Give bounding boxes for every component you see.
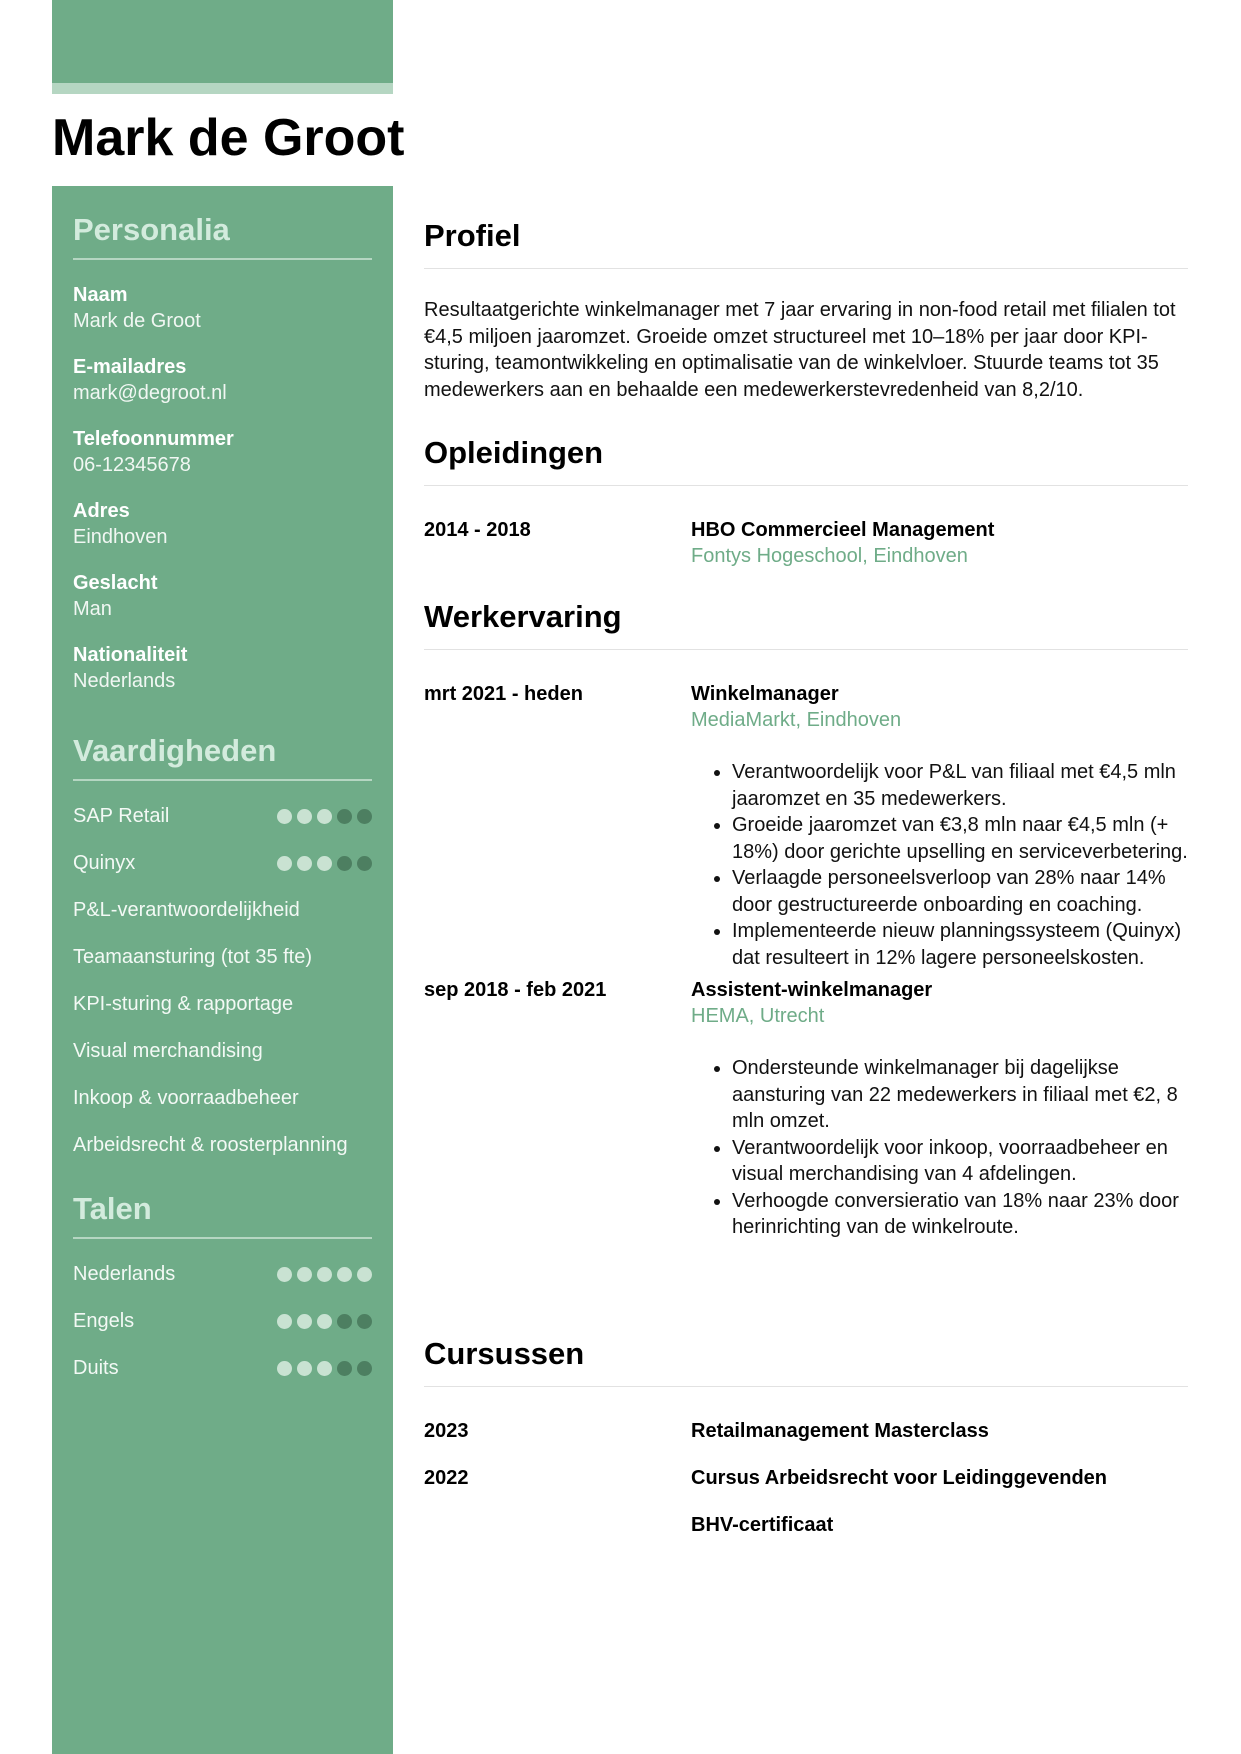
course-entry xyxy=(424,1418,1188,1444)
entry-date: 2022 xyxy=(424,1467,469,1489)
education-divider xyxy=(424,485,1188,486)
skill-row xyxy=(73,793,372,840)
work-section xyxy=(424,597,1188,1241)
personal-value: mark@degroot.nl xyxy=(73,382,227,404)
profile-text: Resultaatgerichte winkelmanager met 7 jaar ervaring in non-food retail met filialen tot €4,5 miljoen jaaromzet. Groeide omzet structureel met 10–18% per jaar door KPI-sturing, teamontwikkeling en optimalisatie van de winkelvloer. Stuurde teams tot 35 medewerkers aan en behaalde een medewerkerstevredenheid van 8,2/10. xyxy=(424,299,1176,401)
work-list xyxy=(424,681,1188,1241)
rating-dot-filled xyxy=(277,1267,292,1282)
personal-value: 06-12345678 xyxy=(73,454,191,476)
personalia-divider xyxy=(73,258,372,260)
rating-dot-filled xyxy=(297,809,312,824)
skill-name: Visual merchandising xyxy=(73,1040,263,1062)
rating-dot-empty xyxy=(357,1361,372,1376)
rating-dot-filled xyxy=(297,856,312,871)
skills-divider xyxy=(73,779,372,781)
language-row xyxy=(73,1298,372,1345)
rating-dot-empty xyxy=(337,856,352,871)
personal-label: Adres xyxy=(73,500,130,522)
personal-value: Man xyxy=(73,598,112,620)
education-section xyxy=(424,433,1188,569)
rating-dot-filled xyxy=(277,809,292,824)
sidebar xyxy=(52,186,393,1754)
work-heading: Werkervaring xyxy=(424,599,622,634)
personal-label: Nationaliteit xyxy=(73,644,188,666)
rating-dots xyxy=(277,856,372,871)
rating-dot-empty xyxy=(337,809,352,824)
work-divider xyxy=(424,649,1188,650)
rating-dot-filled xyxy=(317,1267,332,1282)
languages-divider xyxy=(73,1237,372,1239)
skill-row xyxy=(73,934,372,981)
skill-name: Teamaansturing (tot 35 fte) xyxy=(73,946,313,968)
language-name: Nederlands xyxy=(73,1263,176,1285)
skills-section xyxy=(73,731,372,1169)
rating-dot-filled xyxy=(297,1267,312,1282)
candidate-name: Mark de Groot xyxy=(52,109,405,167)
rating-dot-filled xyxy=(277,1314,292,1329)
education-entry xyxy=(424,517,1188,569)
personal-value: Mark de Groot xyxy=(73,310,201,332)
entry-body xyxy=(691,1418,1188,1444)
entry-title: HBO Commercieel Management xyxy=(691,519,995,541)
skill-row xyxy=(73,1075,372,1122)
rating-dots xyxy=(277,1267,372,1282)
profile-section xyxy=(424,216,1188,403)
entry-date: 2014 - 2018 xyxy=(424,519,531,541)
rating-dot-empty xyxy=(337,1314,352,1329)
skill-row xyxy=(73,1122,372,1169)
language-row xyxy=(73,1251,372,1298)
language-name: Engels xyxy=(73,1310,135,1332)
course-title: Retailmanagement Masterclass xyxy=(691,1420,989,1442)
personal-value: Eindhoven xyxy=(73,526,168,548)
rating-dot-filled xyxy=(277,856,292,871)
entry-body xyxy=(691,1465,1188,1491)
course-entry xyxy=(424,1465,1188,1491)
achievement-item: • Verhoogde conversieratio van 18% naar 23% door herinrichting van de winkelroute. xyxy=(732,1188,1188,1241)
personalia-heading: Personalia xyxy=(73,212,230,247)
achievement-item: • Verantwoordelijk voor inkoop, voorraadbeheer en visual merchandising van 4 afdelingen. xyxy=(732,1135,1188,1188)
personalia-section xyxy=(73,210,372,694)
course-entry xyxy=(424,1512,1188,1538)
skill-row xyxy=(73,1028,372,1075)
courses-section xyxy=(424,1334,1188,1538)
entry-body xyxy=(691,977,1188,1241)
skill-row xyxy=(73,840,372,887)
personal-label: E-mailadres xyxy=(73,356,187,378)
course-title: BHV-certificaat xyxy=(691,1514,834,1536)
language-row xyxy=(73,1345,372,1392)
skill-name: P&L-verantwoordelijkheid xyxy=(73,899,300,921)
entry-company: HEMA, Utrecht xyxy=(691,1005,825,1027)
rating-dot-empty xyxy=(357,856,372,871)
entry-title: Assistent-winkelmanager xyxy=(691,979,933,1001)
skill-name: SAP Retail xyxy=(73,805,170,827)
courses-heading: Cursussen xyxy=(424,1336,585,1371)
skill-row xyxy=(73,887,372,934)
entry-body xyxy=(691,517,1188,569)
rating-dot-filled xyxy=(297,1314,312,1329)
entry-date: 2023 xyxy=(424,1420,469,1442)
entry-body xyxy=(691,681,1188,971)
personal-item-email xyxy=(73,354,372,406)
profile-heading: Profiel xyxy=(424,218,521,253)
achievement-list xyxy=(691,1055,1188,1241)
entry-date: mrt 2021 - heden xyxy=(424,683,583,705)
languages-heading: Talen xyxy=(73,1191,152,1226)
skill-name: Quinyx xyxy=(73,852,136,874)
rating-dot-filled xyxy=(337,1267,352,1282)
skills-list xyxy=(73,793,372,1169)
personal-item-address xyxy=(73,498,372,550)
work-entry xyxy=(424,977,1188,1241)
achievement-list xyxy=(691,759,1188,971)
personal-item-nationality xyxy=(73,642,372,694)
entry-institution: Fontys Hogeschool, Eindhoven xyxy=(691,545,968,567)
personalia-list xyxy=(73,282,372,694)
achievement-item: • Implementeerde nieuw planningssysteem (Quinyx) dat resulteert in 12% lagere personeelskosten. xyxy=(732,918,1188,971)
rating-dot-filled xyxy=(317,1361,332,1376)
courses-list xyxy=(424,1418,1188,1538)
header-color-band xyxy=(52,0,393,83)
language-name: Duits xyxy=(73,1357,119,1379)
personal-label: Naam xyxy=(73,284,128,306)
rating-dots xyxy=(277,1361,372,1376)
rating-dot-filled xyxy=(297,1361,312,1376)
header-accent-stripe xyxy=(52,83,393,94)
skill-row xyxy=(73,981,372,1028)
rating-dot-empty xyxy=(337,1361,352,1376)
rating-dot-filled xyxy=(317,856,332,871)
entry-title: Winkelmanager xyxy=(691,683,839,705)
rating-dot-filled xyxy=(317,1314,332,1329)
skill-name: KPI-sturing & rapportage xyxy=(73,993,294,1015)
skills-heading: Vaardigheden xyxy=(73,733,277,768)
rating-dots xyxy=(277,1314,372,1329)
achievement-item: • Verantwoordelijk voor P&L van filiaal met €4,5 mln jaaromzet en 35 medewerkers. xyxy=(732,759,1188,812)
entry-date: sep 2018 - feb 2021 xyxy=(424,979,607,1001)
languages-section xyxy=(73,1189,372,1392)
courses-divider xyxy=(424,1386,1188,1387)
rating-dot-filled xyxy=(357,1267,372,1282)
profile-divider xyxy=(424,268,1188,269)
languages-list xyxy=(73,1251,372,1392)
skill-name: Arbeidsrecht & roosterplanning xyxy=(73,1134,348,1156)
personal-item-phone xyxy=(73,426,372,478)
personal-item-gender xyxy=(73,570,372,622)
rating-dot-empty xyxy=(357,809,372,824)
education-heading: Opleidingen xyxy=(424,435,604,470)
rating-dots xyxy=(277,809,372,824)
entry-body xyxy=(691,1512,1188,1538)
personal-label: Telefoonnummer xyxy=(73,428,234,450)
achievement-item: • Ondersteunde winkelmanager bij dagelijkse aansturing van 22 medewerkers in filiaal met €2, 8 mln omzet. xyxy=(732,1055,1188,1135)
skill-name: Inkoop & voorraadbeheer xyxy=(73,1087,299,1109)
entry-company: MediaMarkt, Eindhoven xyxy=(691,709,902,731)
rating-dot-empty xyxy=(357,1314,372,1329)
personal-value: Nederlands xyxy=(73,670,176,692)
rating-dot-filled xyxy=(277,1361,292,1376)
course-title: Cursus Arbeidsrecht voor Leidinggevenden xyxy=(691,1467,1108,1489)
achievement-item: • Verlaagde personeelsverloop van 28% naar 14% door gestructureerde onboarding en coaching. xyxy=(732,865,1188,918)
rating-dot-filled xyxy=(317,809,332,824)
achievement-item: • Groeide jaaromzet van €3,8 mln naar €4,5 mln (+ 18%) door gerichte upselling en serviceverbetering. xyxy=(732,812,1188,865)
entry-date xyxy=(424,1512,691,1538)
personal-label: Geslacht xyxy=(73,572,158,594)
work-entry xyxy=(424,681,1188,971)
personal-item-name xyxy=(73,282,372,334)
